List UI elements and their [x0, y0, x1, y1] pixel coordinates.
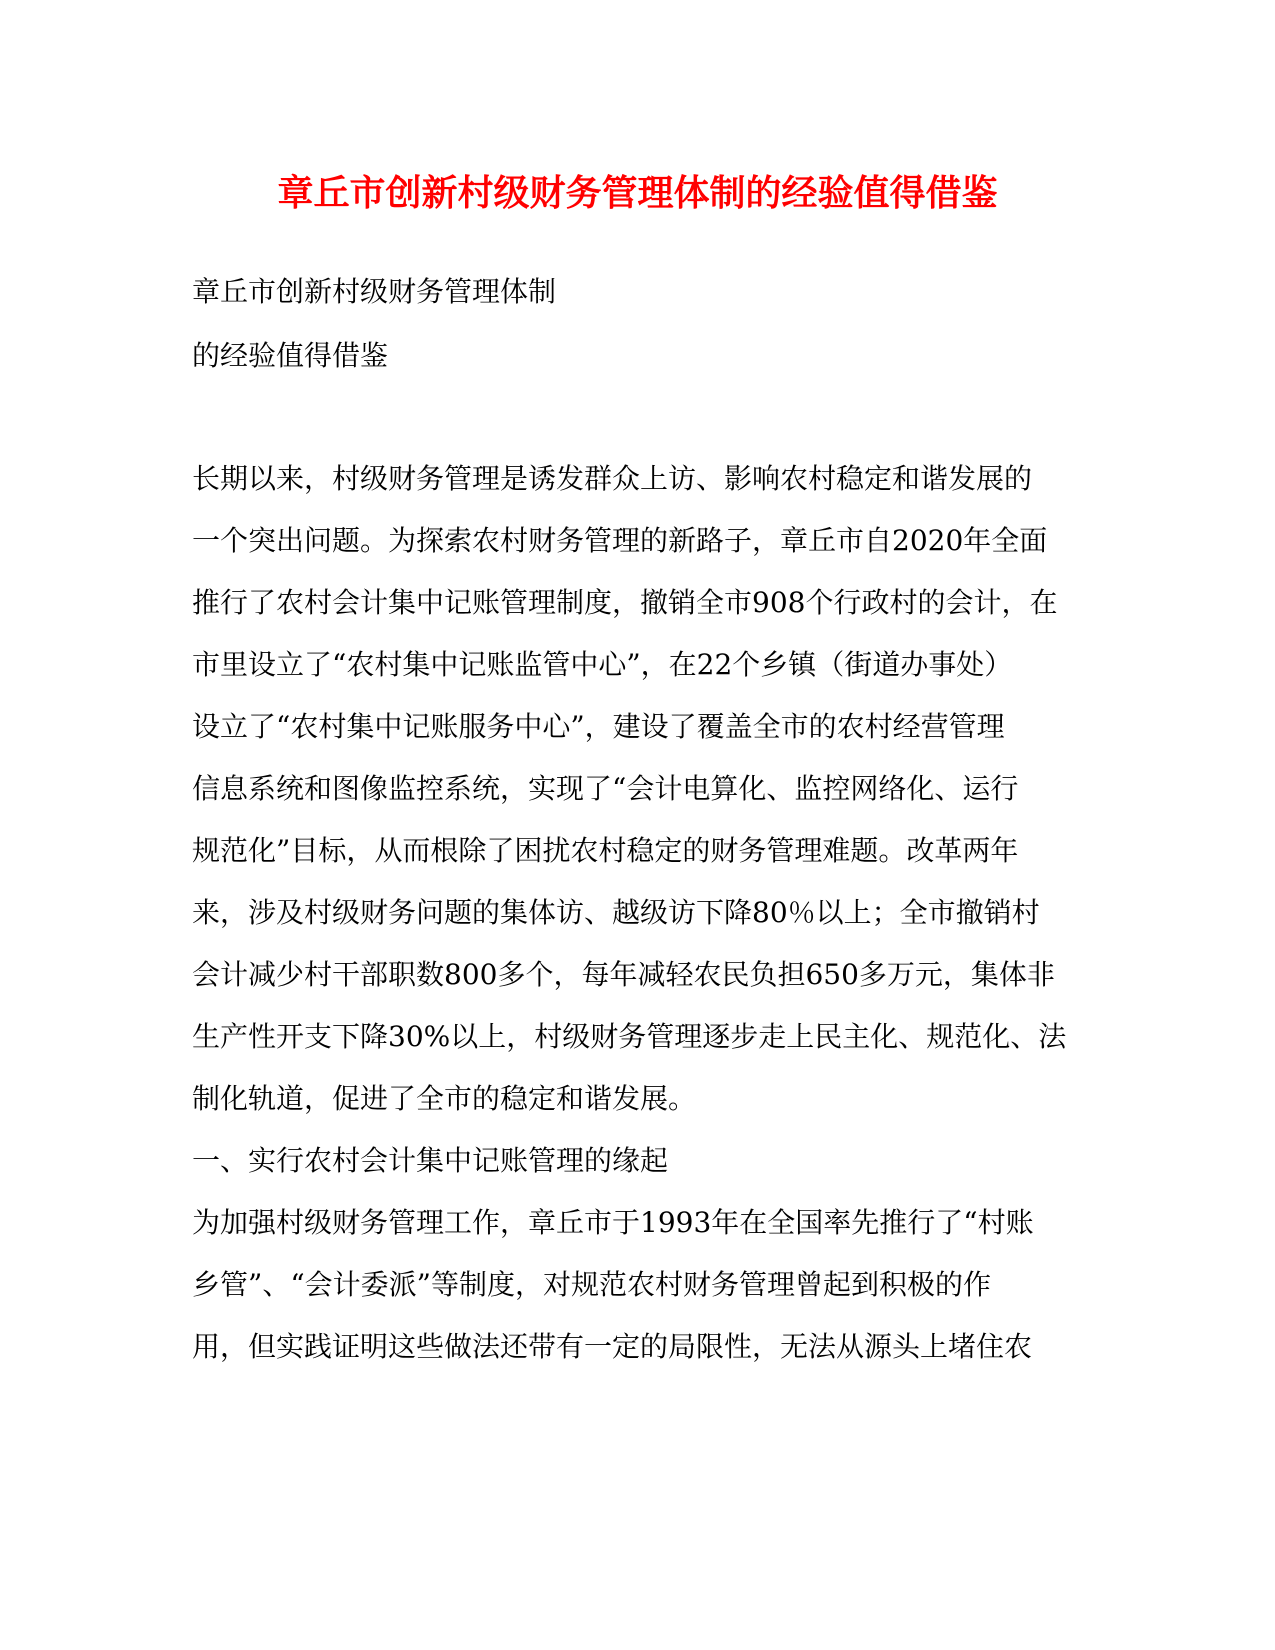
body-line: 生产性开支下降30%以上，村级财务管理逐步走上民主化、规范化、法 — [192, 1020, 1067, 1053]
section-heading: 一、实行农村会计集中记账管理的缘起 — [192, 1144, 669, 1177]
body-line: 市里设立了“农村集中记账监管中心”，在22个乡镇（街道办事处） — [192, 648, 1013, 681]
body-line: 规范化”目标，从而根除了困扰农村稳定的财务管理难题。改革两年 — [192, 834, 1019, 867]
document-title: 章丘市创新村级财务管理体制的经验值得借鉴 — [277, 172, 998, 214]
body-line: 为加强村级财务管理工作，章丘市于1993年在全国率先推行了“村账 — [192, 1206, 1034, 1239]
body-line: 乡管”、“会计委派”等制度，对规范农村财务管理曾起到积极的作 — [192, 1268, 991, 1301]
body-line: 一个突出问题。为探索农村财务管理的新路子，章丘市自2020年全面 — [192, 524, 1048, 557]
body-line: 设立了“农村集中记账服务中心”，建设了覆盖全市的农村经营管理 — [192, 710, 1005, 743]
body-line: 推行了农村会计集中记账管理制度，撤销全市908个行政村的会计，在 — [192, 586, 1058, 619]
body-line: 长期以来，村级财务管理是诱发群众上访、影响农村稳定和谐发展的 — [192, 462, 1033, 495]
subtitle-line-2: 的经验值得借鉴 — [192, 339, 389, 372]
body-line: 来，涉及村级财务问题的集体访、越级访下降80％以上；全市撤销村 — [192, 896, 1040, 929]
body-line: 用，但实践证明这些做法还带有一定的局限性，无法从源头上堵住农 — [192, 1330, 1033, 1363]
body-line: 制化轨道，促进了全市的稳定和谐发展。 — [192, 1082, 697, 1115]
body-line: 信息系统和图像监控系统，实现了“会计电算化、监控网络化、运行 — [192, 772, 1019, 805]
subtitle-line-1: 章丘市创新村级财务管理体制 — [192, 275, 557, 308]
body-line: 会计减少村干部职数800多个，每年减轻农民负担650多万元，集体非 — [192, 958, 1055, 991]
